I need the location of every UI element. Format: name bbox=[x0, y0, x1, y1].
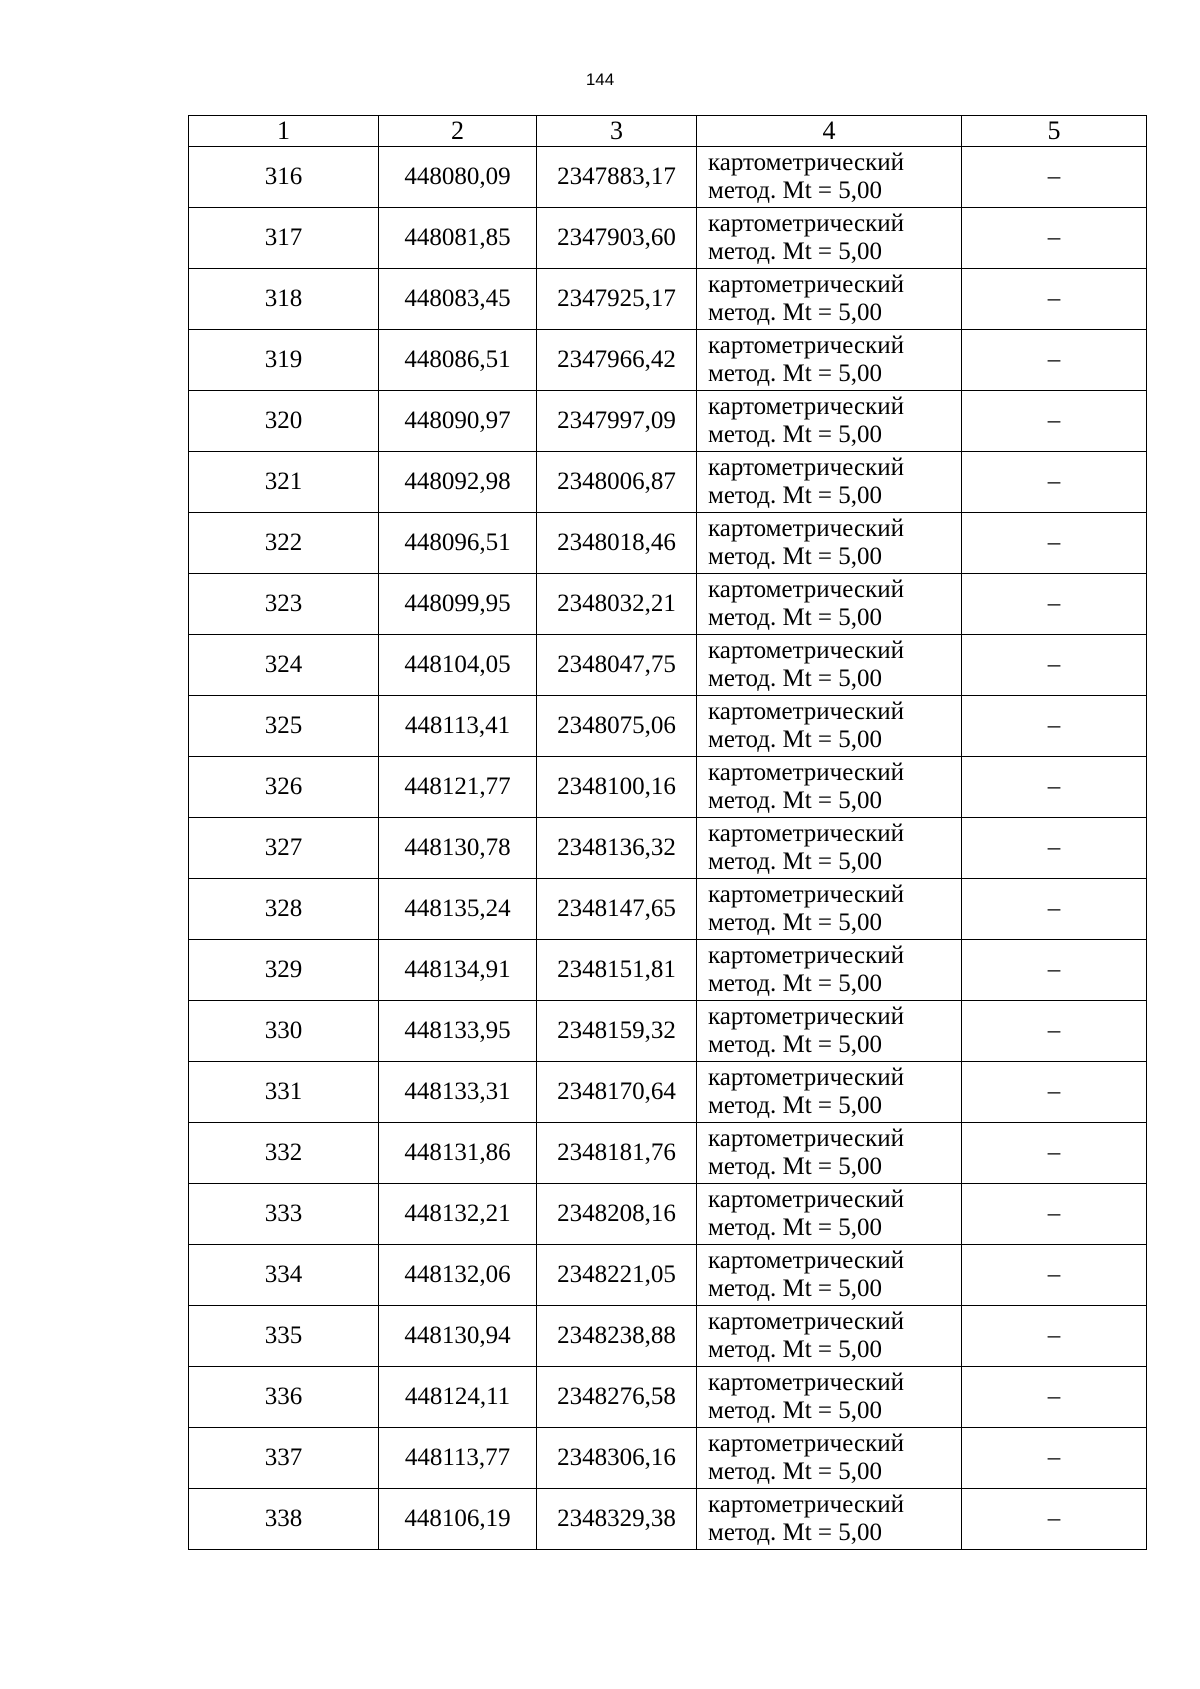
y-coordinate-cell: 2347883,17 bbox=[537, 147, 697, 208]
point-number-cell: 324 bbox=[189, 635, 379, 696]
note-cell: – bbox=[962, 1428, 1147, 1489]
table-row bbox=[189, 1428, 1147, 1489]
method-line-2: метод. Mt = 5,00 bbox=[708, 848, 883, 875]
point-number-cell: 323 bbox=[189, 574, 379, 635]
method-line-1: картометрический bbox=[708, 1125, 904, 1152]
y-coordinate-cell: 2348276,58 bbox=[537, 1367, 697, 1428]
header-col-2: 2 bbox=[379, 116, 537, 147]
point-number-cell: 319 bbox=[189, 330, 379, 391]
method-line-1: картометрический bbox=[708, 149, 904, 176]
x-coordinate-cell: 448124,11 bbox=[379, 1367, 537, 1428]
point-number-cell: 316 bbox=[189, 147, 379, 208]
point-number-cell: 331 bbox=[189, 1062, 379, 1123]
y-coordinate-cell: 2347925,17 bbox=[537, 269, 697, 330]
method-line-2: метод. Mt = 5,00 bbox=[708, 787, 883, 814]
x-coordinate-cell: 448134,91 bbox=[379, 940, 537, 1001]
method-line-1: картометрический bbox=[708, 393, 904, 420]
table-row bbox=[189, 1184, 1147, 1245]
table-row bbox=[189, 696, 1147, 757]
point-number-cell: 338 bbox=[189, 1489, 379, 1550]
note-cell: – bbox=[962, 1245, 1147, 1306]
point-number-cell: 337 bbox=[189, 1428, 379, 1489]
note-cell: – bbox=[962, 391, 1147, 452]
x-coordinate-cell: 448130,94 bbox=[379, 1306, 537, 1367]
method-line-1: картометрический bbox=[708, 1430, 904, 1457]
y-coordinate-cell: 2348181,76 bbox=[537, 1123, 697, 1184]
y-coordinate-cell: 2348329,38 bbox=[537, 1489, 697, 1550]
method-cell bbox=[697, 208, 962, 269]
method-line-1: картометрический bbox=[708, 515, 904, 542]
note-cell: – bbox=[962, 696, 1147, 757]
note-cell: – bbox=[962, 940, 1147, 1001]
method-cell bbox=[697, 635, 962, 696]
header-row bbox=[189, 116, 1147, 147]
method-line-2: метод. Mt = 5,00 bbox=[708, 1092, 883, 1119]
note-cell: – bbox=[962, 574, 1147, 635]
method-cell bbox=[697, 452, 962, 513]
table-header bbox=[189, 116, 1147, 147]
table-row bbox=[189, 1001, 1147, 1062]
point-number-cell: 332 bbox=[189, 1123, 379, 1184]
method-line-1: картометрический bbox=[708, 942, 904, 969]
method-line-1: картометрический bbox=[708, 1369, 904, 1396]
method-cell bbox=[697, 330, 962, 391]
method-line-2: метод. Mt = 5,00 bbox=[708, 1458, 883, 1485]
x-coordinate-cell: 448086,51 bbox=[379, 330, 537, 391]
method-line-2: метод. Mt = 5,00 bbox=[708, 543, 883, 570]
x-coordinate-cell: 448092,98 bbox=[379, 452, 537, 513]
y-coordinate-cell: 2348032,21 bbox=[537, 574, 697, 635]
method-cell bbox=[697, 1184, 962, 1245]
method-line-2: метод. Mt = 5,00 bbox=[708, 909, 883, 936]
method-line-2: метод. Mt = 5,00 bbox=[708, 360, 883, 387]
method-line-1: картометрический bbox=[708, 454, 904, 481]
method-line-2: метод. Mt = 5,00 bbox=[708, 238, 883, 265]
method-line-1: картометрический bbox=[708, 1247, 904, 1274]
y-coordinate-cell: 2348100,16 bbox=[537, 757, 697, 818]
x-coordinate-cell: 448080,09 bbox=[379, 147, 537, 208]
method-line-2: метод. Mt = 5,00 bbox=[708, 1153, 883, 1180]
method-cell bbox=[697, 940, 962, 1001]
x-coordinate-cell: 448133,95 bbox=[379, 1001, 537, 1062]
page-number: 144 bbox=[585, 70, 615, 89]
method-cell bbox=[697, 757, 962, 818]
method-line-2: метод. Mt = 5,00 bbox=[708, 726, 883, 753]
x-coordinate-cell: 448133,31 bbox=[379, 1062, 537, 1123]
method-cell bbox=[697, 574, 962, 635]
method-cell bbox=[697, 1001, 962, 1062]
header-col-4: 4 bbox=[697, 116, 962, 147]
method-cell bbox=[697, 696, 962, 757]
method-line-1: картометрический bbox=[708, 210, 904, 237]
header-col-3: 3 bbox=[537, 116, 697, 147]
x-coordinate-cell: 448131,86 bbox=[379, 1123, 537, 1184]
x-coordinate-cell: 448135,24 bbox=[379, 879, 537, 940]
table-row bbox=[189, 635, 1147, 696]
coordinates-table bbox=[188, 115, 1147, 1550]
method-line-1: картометрический bbox=[708, 332, 904, 359]
point-number-cell: 317 bbox=[189, 208, 379, 269]
method-line-1: картометрический bbox=[708, 820, 904, 847]
table-row bbox=[189, 818, 1147, 879]
point-number-cell: 333 bbox=[189, 1184, 379, 1245]
table-row bbox=[189, 757, 1147, 818]
y-coordinate-cell: 2348151,81 bbox=[537, 940, 697, 1001]
method-line-2: метод. Mt = 5,00 bbox=[708, 177, 883, 204]
table-row bbox=[189, 1367, 1147, 1428]
note-cell: – bbox=[962, 1001, 1147, 1062]
note-cell: – bbox=[962, 1184, 1147, 1245]
x-coordinate-cell: 448099,95 bbox=[379, 574, 537, 635]
x-coordinate-cell: 448130,78 bbox=[379, 818, 537, 879]
method-line-2: метод. Mt = 5,00 bbox=[708, 482, 883, 509]
table-row bbox=[189, 940, 1147, 1001]
note-cell: – bbox=[962, 208, 1147, 269]
x-coordinate-cell: 448106,19 bbox=[379, 1489, 537, 1550]
method-line-2: метод. Mt = 5,00 bbox=[708, 1031, 883, 1058]
note-cell: – bbox=[962, 818, 1147, 879]
point-number-cell: 329 bbox=[189, 940, 379, 1001]
table-row bbox=[189, 1245, 1147, 1306]
y-coordinate-cell: 2348147,65 bbox=[537, 879, 697, 940]
method-line-2: метод. Mt = 5,00 bbox=[708, 421, 883, 448]
y-coordinate-cell: 2348006,87 bbox=[537, 452, 697, 513]
x-coordinate-cell: 448090,97 bbox=[379, 391, 537, 452]
point-number-cell: 325 bbox=[189, 696, 379, 757]
note-cell: – bbox=[962, 1489, 1147, 1550]
point-number-cell: 327 bbox=[189, 818, 379, 879]
method-line-2: метод. Mt = 5,00 bbox=[708, 1275, 883, 1302]
method-line-1: картометрический bbox=[708, 271, 904, 298]
table-row bbox=[189, 1123, 1147, 1184]
table-row bbox=[189, 1306, 1147, 1367]
table-row bbox=[189, 269, 1147, 330]
header-col-1: 1 bbox=[189, 116, 379, 147]
y-coordinate-cell: 2348018,46 bbox=[537, 513, 697, 574]
note-cell: – bbox=[962, 635, 1147, 696]
y-coordinate-cell: 2347966,42 bbox=[537, 330, 697, 391]
note-cell: – bbox=[962, 1306, 1147, 1367]
method-line-2: метод. Mt = 5,00 bbox=[708, 1519, 883, 1546]
note-cell: – bbox=[962, 452, 1147, 513]
table-row bbox=[189, 330, 1147, 391]
method-line-2: метод. Mt = 5,00 bbox=[708, 1214, 883, 1241]
method-line-2: метод. Mt = 5,00 bbox=[708, 604, 883, 631]
method-cell bbox=[697, 391, 962, 452]
x-coordinate-cell: 448121,77 bbox=[379, 757, 537, 818]
method-line-1: картометрический bbox=[708, 1491, 904, 1518]
method-cell bbox=[697, 1245, 962, 1306]
method-line-2: метод. Mt = 5,00 bbox=[708, 970, 883, 997]
method-line-2: метод. Mt = 5,00 bbox=[708, 1397, 883, 1424]
method-cell bbox=[697, 269, 962, 330]
x-coordinate-cell: 448081,85 bbox=[379, 208, 537, 269]
note-cell: – bbox=[962, 330, 1147, 391]
method-line-1: картометрический bbox=[708, 1308, 904, 1335]
point-number-cell: 335 bbox=[189, 1306, 379, 1367]
note-cell: – bbox=[962, 513, 1147, 574]
x-coordinate-cell: 448096,51 bbox=[379, 513, 537, 574]
method-cell bbox=[697, 1428, 962, 1489]
table-row bbox=[189, 452, 1147, 513]
method-cell bbox=[697, 1123, 962, 1184]
method-line-1: картометрический bbox=[708, 1186, 904, 1213]
method-line-1: картометрический bbox=[708, 881, 904, 908]
method-cell bbox=[697, 1062, 962, 1123]
note-cell: – bbox=[962, 1062, 1147, 1123]
header-col-5: 5 bbox=[962, 116, 1147, 147]
y-coordinate-cell: 2348075,06 bbox=[537, 696, 697, 757]
method-cell bbox=[697, 513, 962, 574]
method-cell bbox=[697, 818, 962, 879]
note-cell: – bbox=[962, 1123, 1147, 1184]
point-number-cell: 330 bbox=[189, 1001, 379, 1062]
x-coordinate-cell: 448113,41 bbox=[379, 696, 537, 757]
method-line-1: картометрический bbox=[708, 1064, 904, 1091]
y-coordinate-cell: 2348306,16 bbox=[537, 1428, 697, 1489]
table-row bbox=[189, 208, 1147, 269]
note-cell: – bbox=[962, 757, 1147, 818]
method-line-2: метод. Mt = 5,00 bbox=[708, 665, 883, 692]
y-coordinate-cell: 2348238,88 bbox=[537, 1306, 697, 1367]
y-coordinate-cell: 2348221,05 bbox=[537, 1245, 697, 1306]
table-row bbox=[189, 513, 1147, 574]
table-row bbox=[189, 147, 1147, 208]
y-coordinate-cell: 2348208,16 bbox=[537, 1184, 697, 1245]
note-cell: – bbox=[962, 269, 1147, 330]
method-line-1: картометрический bbox=[708, 1003, 904, 1030]
y-coordinate-cell: 2348159,32 bbox=[537, 1001, 697, 1062]
point-number-cell: 321 bbox=[189, 452, 379, 513]
method-cell bbox=[697, 147, 962, 208]
method-line-1: картометрический bbox=[708, 759, 904, 786]
method-line-1: картометрический bbox=[708, 576, 904, 603]
x-coordinate-cell: 448132,21 bbox=[379, 1184, 537, 1245]
x-coordinate-cell: 448132,06 bbox=[379, 1245, 537, 1306]
table-row bbox=[189, 391, 1147, 452]
method-cell bbox=[697, 1489, 962, 1550]
note-cell: – bbox=[962, 879, 1147, 940]
y-coordinate-cell: 2348170,64 bbox=[537, 1062, 697, 1123]
table-row bbox=[189, 1062, 1147, 1123]
table-row bbox=[189, 574, 1147, 635]
point-number-cell: 334 bbox=[189, 1245, 379, 1306]
table-body bbox=[189, 147, 1147, 1550]
table-row bbox=[189, 1489, 1147, 1550]
point-number-cell: 320 bbox=[189, 391, 379, 452]
y-coordinate-cell: 2348136,32 bbox=[537, 818, 697, 879]
note-cell: – bbox=[962, 147, 1147, 208]
x-coordinate-cell: 448083,45 bbox=[379, 269, 537, 330]
x-coordinate-cell: 448113,77 bbox=[379, 1428, 537, 1489]
method-line-1: картометрический bbox=[708, 637, 904, 664]
point-number-cell: 322 bbox=[189, 513, 379, 574]
method-cell bbox=[697, 1306, 962, 1367]
table-row bbox=[189, 879, 1147, 940]
method-cell bbox=[697, 879, 962, 940]
y-coordinate-cell: 2347903,60 bbox=[537, 208, 697, 269]
method-line-1: картометрический bbox=[708, 698, 904, 725]
method-line-2: метод. Mt = 5,00 bbox=[708, 299, 883, 326]
point-number-cell: 328 bbox=[189, 879, 379, 940]
point-number-cell: 326 bbox=[189, 757, 379, 818]
x-coordinate-cell: 448104,05 bbox=[379, 635, 537, 696]
point-number-cell: 318 bbox=[189, 269, 379, 330]
y-coordinate-cell: 2348047,75 bbox=[537, 635, 697, 696]
point-number-cell: 336 bbox=[189, 1367, 379, 1428]
note-cell: – bbox=[962, 1367, 1147, 1428]
method-line-2: метод. Mt = 5,00 bbox=[708, 1336, 883, 1363]
y-coordinate-cell: 2347997,09 bbox=[537, 391, 697, 452]
method-cell bbox=[697, 1367, 962, 1428]
